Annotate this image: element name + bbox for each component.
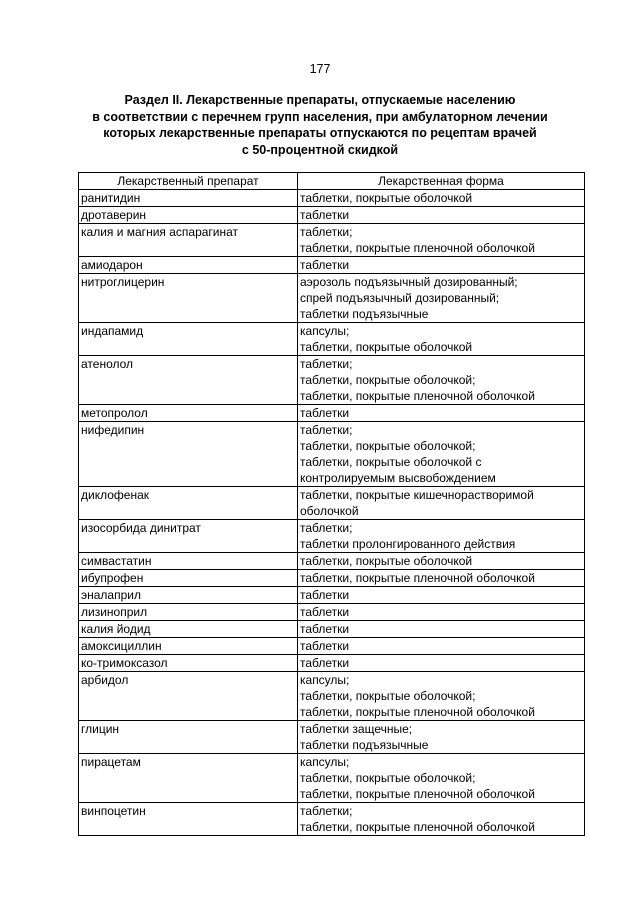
table-row <box>79 655 585 672</box>
dosage-form-line: таблетки <box>300 588 350 602</box>
table-body <box>79 190 585 836</box>
page-number: 177 <box>309 62 331 76</box>
table-row <box>79 672 585 721</box>
dosage-form-cell <box>298 257 585 274</box>
dosage-form-line: таблетки, покрытые пленочной оболочкой <box>300 820 535 834</box>
dosage-form-line: спрей подъязычный дозированный; <box>300 291 500 305</box>
table-row <box>79 553 585 570</box>
dosage-form-line: таблетки, покрытые оболочкой <box>300 340 473 354</box>
drug-name-cell: индапамид <box>79 323 298 356</box>
column-header-drug: Лекарственный препарат <box>79 173 298 190</box>
dosage-form-cell <box>298 604 585 621</box>
dosage-form-line: аэрозоль подъязычный дозированный; <box>300 275 518 289</box>
table-row <box>79 422 585 487</box>
dosage-form-cell <box>298 487 585 520</box>
dosage-form-cell <box>298 803 585 836</box>
drug-name-cell: амиодарон <box>79 257 298 274</box>
dosage-form-line: таблетки защечные; <box>300 722 413 736</box>
drug-name-cell: изосорбида динитрат <box>79 520 298 553</box>
dosage-form-line: таблетки, покрытые пленочной оболочкой <box>300 705 535 719</box>
drug-name-cell: нифедипин <box>79 422 298 487</box>
dosage-form-cell <box>298 356 585 405</box>
table-row <box>79 274 585 323</box>
dosage-form-line: таблетки, покрытые пленочной оболочкой <box>300 571 535 585</box>
section-title-line: в соответствии с перечнем групп населения, при амбулаторном лечении <box>92 109 548 124</box>
dosage-form-cell <box>298 638 585 655</box>
dosage-form-cell <box>298 422 585 487</box>
drug-name-cell: дротаверин <box>79 207 298 224</box>
dosage-form-line: таблетки, покрытые оболочкой <box>300 191 473 205</box>
dosage-form-cell <box>298 224 585 257</box>
dosage-form-line: таблетки <box>300 258 350 272</box>
table-row <box>79 604 585 621</box>
drug-name-cell: симвастатин <box>79 553 298 570</box>
dosage-form-line: таблетки; <box>300 423 353 437</box>
dosage-form-line: таблетки <box>300 208 350 222</box>
dosage-form-cell <box>298 190 585 207</box>
dosage-form-cell <box>298 587 585 604</box>
drug-name-cell: эналаприл <box>79 587 298 604</box>
dosage-form-cell <box>298 405 585 422</box>
dosage-form-line: таблетки подъязычные <box>300 738 429 752</box>
drug-name-cell: лизиноприл <box>79 604 298 621</box>
table-row <box>79 587 585 604</box>
dosage-form-line: капсулы; <box>300 324 350 338</box>
dosage-form-line: таблетки; <box>300 804 353 818</box>
dosage-form-line: контролируемым высвобождением <box>300 471 496 485</box>
drug-name-cell: ранитидин <box>79 190 298 207</box>
dosage-form-line: таблетки <box>300 406 350 420</box>
table-row <box>79 257 585 274</box>
dosage-form-line: капсулы; <box>300 673 350 687</box>
dosage-form-line: таблетки, покрытые кишечнорастворимой <box>300 488 534 502</box>
dosage-form-line: таблетки подъязычные <box>300 307 429 321</box>
dosage-form-line: таблетки, покрытые оболочкой <box>300 554 473 568</box>
drug-name-cell: амоксициллин <box>79 638 298 655</box>
dosage-form-line: таблетки; <box>300 225 353 239</box>
column-header-form: Лекарственная форма <box>298 173 585 190</box>
table-row <box>79 803 585 836</box>
dosage-form-cell <box>298 721 585 754</box>
table-row <box>79 754 585 803</box>
dosage-form-line: таблетки, покрытые оболочкой; <box>300 771 476 785</box>
dosage-form-cell <box>298 570 585 587</box>
section-title-line: с 50-процентной скидкой <box>241 142 399 157</box>
dosage-form-cell <box>298 553 585 570</box>
drug-name-cell: ибупрофен <box>79 570 298 587</box>
table-row <box>79 487 585 520</box>
dosage-form-line: таблетки <box>300 656 350 670</box>
dosage-form-cell <box>298 621 585 638</box>
drug-name-cell: метопролол <box>79 405 298 422</box>
dosage-form-line: таблетки, покрытые оболочкой; <box>300 373 476 387</box>
drug-name-cell: калия йодид <box>79 621 298 638</box>
table-row <box>79 621 585 638</box>
table-row <box>79 721 585 754</box>
dosage-form-cell <box>298 274 585 323</box>
table-row <box>79 356 585 405</box>
drug-name-cell: атенолол <box>79 356 298 405</box>
section-title <box>0 92 640 158</box>
drug-table <box>78 172 585 836</box>
table-row <box>79 520 585 553</box>
table-row <box>79 570 585 587</box>
dosage-form-line: таблетки пролонгированного действия <box>300 537 516 551</box>
drug-name-cell: арбидол <box>79 672 298 721</box>
dosage-form-cell <box>298 655 585 672</box>
dosage-form-line: таблетки, покрытые пленочной оболочкой <box>300 389 535 403</box>
table-row <box>79 323 585 356</box>
drug-name-cell: винпоцетин <box>79 803 298 836</box>
table-row <box>79 224 585 257</box>
drug-name-cell: калия и магния аспарагинат <box>79 224 298 257</box>
table-header-row <box>79 173 585 190</box>
table-row <box>79 638 585 655</box>
dosage-form-line: таблетки <box>300 605 350 619</box>
drug-name-cell: ко-тримоксазол <box>79 655 298 672</box>
dosage-form-line: таблетки, покрытые оболочкой с <box>300 455 482 469</box>
dosage-form-cell <box>298 672 585 721</box>
dosage-form-cell <box>298 207 585 224</box>
drug-name-cell: диклофенак <box>79 487 298 520</box>
dosage-form-line: капсулы; <box>300 755 350 769</box>
dosage-form-line: оболочкой <box>300 504 359 518</box>
drug-name-cell: пирацетам <box>79 754 298 803</box>
dosage-form-cell <box>298 323 585 356</box>
dosage-form-line: таблетки; <box>300 521 353 535</box>
drug-name-cell: нитроглицерин <box>79 274 298 323</box>
table-row <box>79 405 585 422</box>
dosage-form-line: таблетки, покрытые оболочкой; <box>300 689 476 703</box>
dosage-form-line: таблетки <box>300 622 350 636</box>
dosage-form-line: таблетки; <box>300 357 353 371</box>
dosage-form-cell <box>298 754 585 803</box>
drug-name-cell: глицин <box>79 721 298 754</box>
dosage-form-line: таблетки, покрытые оболочкой; <box>300 439 476 453</box>
dosage-form-line: таблетки <box>300 639 350 653</box>
dosage-form-line: таблетки, покрытые пленочной оболочкой <box>300 787 535 801</box>
table-row <box>79 207 585 224</box>
section-title-line: которых лекарственные препараты отпускаются по рецептам врачей <box>103 126 537 140</box>
dosage-form-line: таблетки, покрытые пленочной оболочкой <box>300 241 535 255</box>
table-row <box>79 190 585 207</box>
dosage-form-cell <box>298 520 585 553</box>
section-title-line: Раздел II. Лекарственные препараты, отпускаемые населению <box>124 93 516 107</box>
